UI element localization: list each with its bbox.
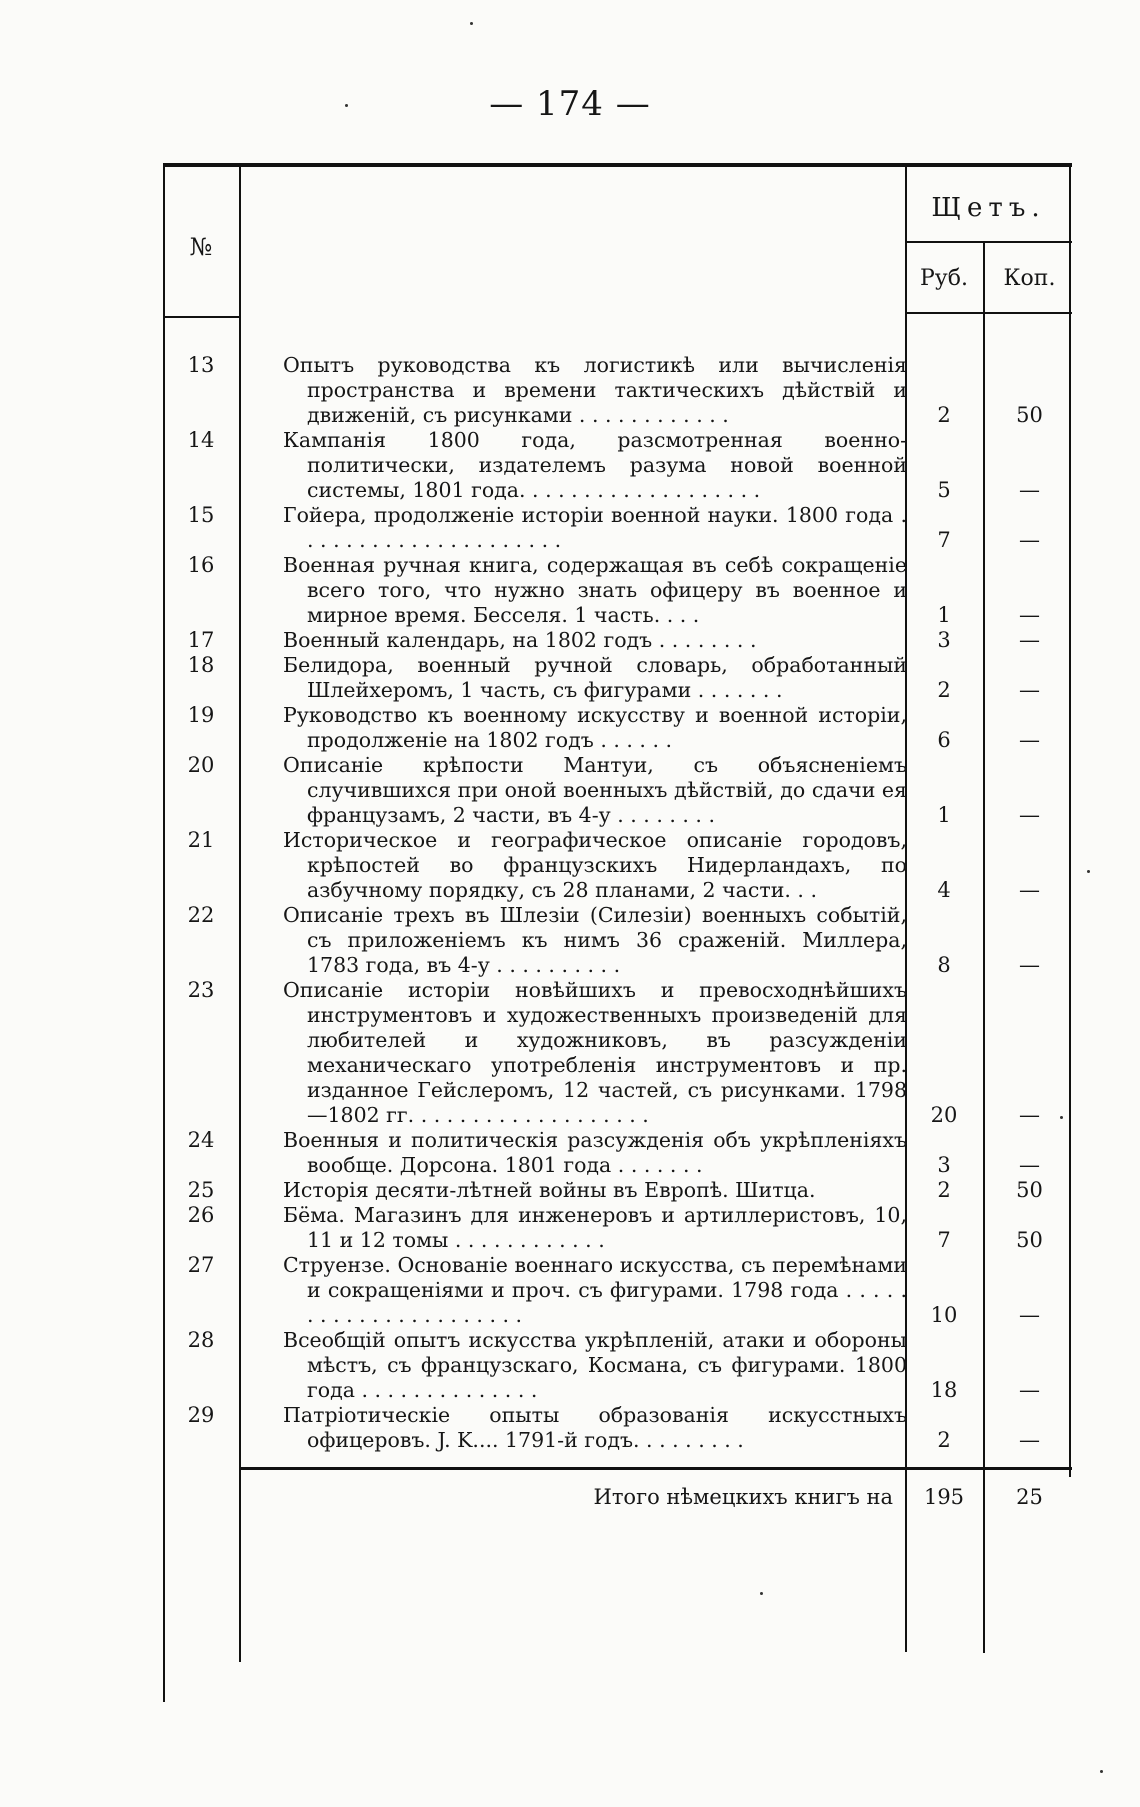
price-kop: — xyxy=(1019,1153,1040,1177)
price-kop: — xyxy=(1019,1428,1040,1452)
row-number: 24 xyxy=(187,1128,215,1152)
price-rub: 1 xyxy=(937,803,951,827)
price-rub: 2 xyxy=(937,403,951,427)
row-number: 22 xyxy=(187,903,215,927)
book-description: Струензе. Основаніе военнаго искусства, съ перемѣнами и сокращеніями и проч. съ фигурами. 1798 года . . . . . . . . . . . . . . . . . . . . . . xyxy=(283,1253,907,1327)
table-row xyxy=(163,903,1072,978)
book-description: Бёма. Магазинъ для инженеровъ и артиллеристовъ, 10, 11 и 12 томы . . . . . . . . . . . . xyxy=(283,1203,907,1252)
row-number: 21 xyxy=(187,828,215,852)
book-description: Кампанія 1800 года, разсмотренная военно-политически, издателемъ разума новой военной системы, 1801 года. . . . . . . . . . . . . . . . . . . xyxy=(283,428,907,502)
book-description: Описаніе исторіи новѣйшихъ и превосходнѣйшихъ инструментовъ и художественныхъ произведеній для любителей и художниковъ, въ разсужденіи механическаго употребленія инструментовъ и пр. изданное Гейслеромъ, 12 частей, съ рисунками. 1798—1802 гг. . . . . . . . . . . . . . . . . . . xyxy=(283,978,907,1127)
row-number: 19 xyxy=(187,703,215,727)
book-description: Описаніе крѣпости Мантуи, съ объясненіемъ случившихся при оной военныхъ дѣйствій, до сдачи ея французамъ, 2 части, въ 4-у . . . . . . . . xyxy=(283,753,907,827)
book-description: Исторія десяти-лѣтней войны въ Европѣ. Шитца. xyxy=(283,1178,816,1202)
row-number: 29 xyxy=(187,1403,215,1427)
price-kop: — xyxy=(1019,728,1040,752)
book-description: Историческое и географическое описаніе городовъ, крѣпостей во французскихъ Нидерландахъ, по азбучному порядку, съ 28 планами, 2 части. . . xyxy=(283,828,907,902)
account-header: Щетъ. xyxy=(931,193,1046,223)
table-row xyxy=(163,428,1072,503)
table-row xyxy=(163,1203,1072,1253)
table-top-rule xyxy=(163,163,1072,167)
price-kop: — xyxy=(1019,678,1040,702)
book-description: Военный календарь, на 1802 годъ . . . . . . . . xyxy=(283,628,757,652)
table-row xyxy=(163,653,1072,703)
book-table xyxy=(163,163,1072,1698)
row-number: 26 xyxy=(187,1203,215,1227)
price-rub: 1 xyxy=(937,603,951,627)
price-rub: 3 xyxy=(937,1153,951,1177)
price-kop: — xyxy=(1019,478,1040,502)
row-number: 14 xyxy=(187,428,215,452)
total-rub: 195 xyxy=(923,1485,965,1509)
total-kop: 25 xyxy=(1016,1485,1043,1509)
row-number: 17 xyxy=(187,628,215,652)
row-number: 18 xyxy=(187,653,215,677)
row-number: 23 xyxy=(187,978,215,1002)
price-kop: — xyxy=(1019,1378,1040,1402)
price-rub: 7 xyxy=(937,1228,951,1252)
price-rub: 6 xyxy=(937,728,951,752)
book-description: Описаніе трехъ въ Шлезіи (Силезіи) военныхъ событій, съ приложеніемъ къ нимъ 36 сраженій. Миллера, 1783 года, въ 4-у . . . . . . . . . . xyxy=(283,903,907,977)
price-rub: 18 xyxy=(930,1378,958,1402)
table-row xyxy=(163,628,1072,653)
price-rub: 8 xyxy=(937,953,951,977)
row-number: 20 xyxy=(187,753,215,777)
price-kop: 50 xyxy=(1016,1178,1043,1202)
table-row xyxy=(163,1253,1072,1328)
book-description: Белидора, военный ручной словарь, обработанный Шлейхеромъ, 1 часть, съ фигурами . . . . . . . xyxy=(283,653,907,702)
table-row xyxy=(163,753,1072,828)
price-kop: — xyxy=(1019,603,1040,627)
book-description: Военная ручная книга, содержащая въ себѣ сокращеніе всего того, что нужно знать офицеру въ военное и мирное время. Бесселя. 1 часть. . . . xyxy=(283,553,907,627)
book-description: Гойера, продолженіе исторіи военной науки. 1800 года . . . . . . . . . . . . . . . . . . . . . xyxy=(283,503,907,552)
page-number: — 174 — xyxy=(489,84,651,124)
kop-header: Коп. xyxy=(1003,266,1056,291)
table-row xyxy=(163,978,1072,1128)
table-row xyxy=(163,553,1072,628)
row-number: 16 xyxy=(187,553,215,577)
price-rub: 7 xyxy=(937,528,951,552)
book-description: Всеобщій опытъ искусства укрѣпленій, атаки и обороны мѣстъ, съ французскаго, Космана, съ фигурами. 1800 года . . . . . . . . . . . . . . xyxy=(283,1328,907,1402)
price-kop: 50 xyxy=(1016,1228,1043,1252)
table-row xyxy=(163,353,1072,428)
price-kop: — xyxy=(1019,878,1040,902)
price-kop: — xyxy=(1019,628,1040,652)
number-header: № xyxy=(189,233,213,261)
table-row xyxy=(163,1403,1072,1453)
price-rub: 2 xyxy=(937,1428,951,1452)
price-rub: 5 xyxy=(937,478,951,502)
table-row xyxy=(163,1128,1072,1178)
price-kop: — xyxy=(1019,528,1040,552)
row-number: 13 xyxy=(187,353,215,377)
total-label: Итого нѣмецкихъ книгъ на xyxy=(593,1485,893,1509)
price-kop: — xyxy=(1019,953,1040,977)
table-row xyxy=(163,503,1072,553)
price-kop: — xyxy=(1019,803,1040,827)
amount-header-rule xyxy=(905,312,1072,314)
number-header-rule xyxy=(163,316,241,318)
rub-header: Руб. xyxy=(920,266,968,291)
book-list xyxy=(163,353,1072,1453)
table-row xyxy=(163,703,1072,753)
table-row xyxy=(163,828,1072,903)
print-speck xyxy=(760,1592,763,1595)
price-kop: — xyxy=(1019,1103,1040,1127)
book-description: Руководство къ военному искусству и военной исторіи, продолженіе на 1802 годъ . . . . . . xyxy=(283,703,907,752)
print-speck xyxy=(1060,1116,1063,1119)
book-description: Военныя и политическія разсужденія объ укрѣпленіяхъ вообще. Дорсона. 1801 года . . . . . . . xyxy=(283,1128,907,1177)
book-description: Опытъ руководства къ логистикѣ или вычисленія пространства и времени тактическихъ дѣйствій и движеній, съ рисунками . . . . . . . . . . . . xyxy=(283,353,907,427)
print-speck xyxy=(1087,870,1090,873)
price-rub: 4 xyxy=(937,878,951,902)
price-kop: 50 xyxy=(1016,403,1043,427)
row-number: 28 xyxy=(187,1328,215,1352)
price-rub: 3 xyxy=(937,628,951,652)
price-kop: — xyxy=(1019,1303,1040,1327)
print-speck xyxy=(1100,1770,1103,1773)
row-number: 25 xyxy=(187,1178,215,1202)
total-rule xyxy=(239,1467,1072,1470)
price-rub: 10 xyxy=(930,1303,958,1327)
price-rub: 2 xyxy=(937,1178,951,1202)
print-speck xyxy=(345,104,348,107)
account-header-rule xyxy=(905,241,1072,243)
row-number: 27 xyxy=(187,1253,215,1277)
book-description: Патріотическіе опыты образованія искусстныхъ офицеровъ. J. K.... 1791-й годъ. . . . . . . . . xyxy=(283,1403,907,1452)
print-speck xyxy=(470,22,473,25)
table-row xyxy=(163,1328,1072,1403)
price-rub: 2 xyxy=(937,678,951,702)
table-row xyxy=(163,1178,1072,1203)
row-number: 15 xyxy=(187,503,215,527)
price-rub: 20 xyxy=(930,1103,958,1127)
